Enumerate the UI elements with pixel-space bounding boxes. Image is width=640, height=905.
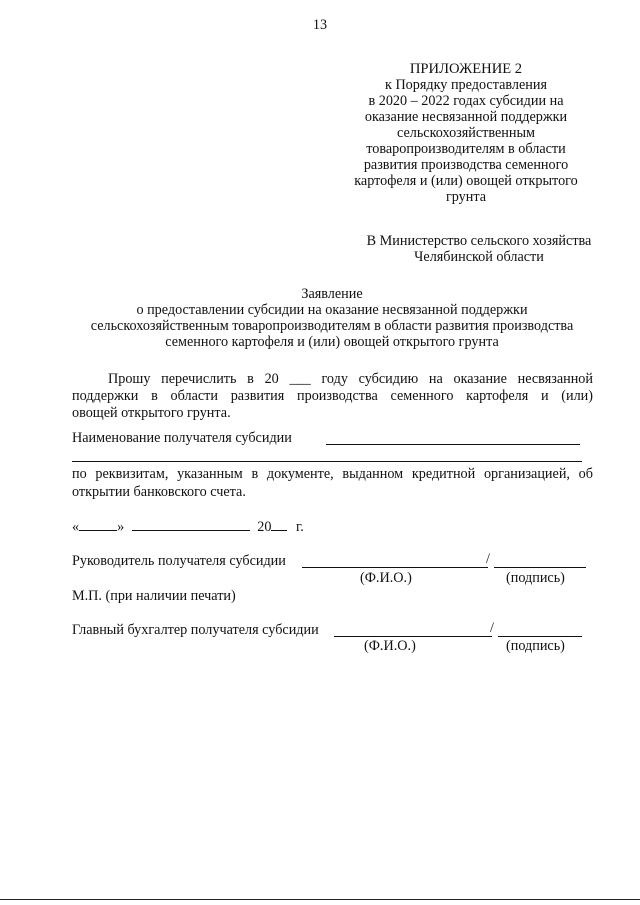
statement-subtitle-line: сельскохозяйственным товаропроизводителям в области развития производства — [90, 318, 574, 334]
head-slash: / — [486, 551, 490, 567]
accountant-signature-caption: (подпись) — [506, 638, 565, 654]
head-fio-field[interactable] — [302, 567, 488, 568]
appendix-title: ПРИЛОЖЕНИЕ 2 — [409, 61, 523, 77]
bank-details-line: открытии банковского счета. — [72, 484, 246, 500]
head-signature-field[interactable] — [494, 567, 586, 568]
accountant-fio-field[interactable] — [334, 636, 492, 637]
head-fio-caption: (Ф.И.О.) — [360, 570, 412, 586]
appendix-line: развития производства семенного — [363, 157, 569, 173]
appendix-line: картофеля и (или) овощей открытого — [354, 173, 578, 189]
recipient-name-label: Наименование получателя субсидии — [72, 430, 292, 446]
appendix-block — [318, 61, 614, 205]
addressee-line: В Министерство сельского хозяйства — [366, 233, 592, 249]
request-paragraph — [72, 371, 593, 422]
recipient-name-field[interactable] — [326, 444, 580, 445]
accountant-slash: / — [490, 620, 494, 636]
date-open-quote: « — [72, 519, 80, 535]
date-year-field[interactable] — [271, 518, 287, 531]
bank-details-line: по реквизитам, указанным в документе, выданном кредитной организацией, об — [72, 466, 593, 482]
appendix-line: товаропроизводителям в области — [366, 141, 566, 157]
bank-details-paragraph — [72, 465, 593, 501]
appendix-line: сельскохозяйственным — [396, 125, 535, 141]
statement-heading — [60, 286, 604, 350]
appendix-line: к Порядку предоставления — [385, 77, 547, 93]
date-row — [72, 518, 304, 535]
statement-title: Заявление — [301, 286, 363, 302]
addressee-line: Челябинской области — [414, 249, 544, 265]
accountant-signature-field[interactable] — [498, 636, 582, 637]
appendix-line: в 2020 – 2022 годах субсидии на — [368, 93, 564, 109]
recipient-name-field-continued[interactable] — [72, 461, 582, 462]
addressee-block — [318, 233, 640, 265]
date-month-field[interactable] — [132, 518, 250, 531]
stamp-note: М.П. (при наличии печати) — [72, 588, 236, 604]
head-signature-caption: (подпись) — [506, 570, 565, 586]
request-line: Прошу перечислить в 20 ___ году субсидию на оказание несвязанной — [108, 371, 593, 387]
date-close-quote: » — [117, 519, 125, 535]
head-label: Руководитель получателя субсидии — [72, 553, 286, 569]
statement-subtitle-line: семенного картофеля и (или) овощей открытого грунта — [165, 334, 499, 350]
page-bottom-edge — [0, 899, 640, 900]
appendix-line: грунта — [445, 189, 487, 205]
date-year-prefix: 20 — [257, 519, 272, 535]
page-number: 13 — [312, 17, 328, 33]
date-day-field[interactable] — [79, 518, 117, 531]
date-year-suffix: г. — [296, 519, 304, 535]
request-line: овощей открытого грунта. — [72, 405, 231, 421]
request-line: поддержки в области развития производства семенного картофеля и (или) — [72, 388, 593, 404]
statement-subtitle-line: о предоставлении субсидии на оказание несвязанной поддержки — [136, 302, 528, 318]
appendix-line: оказание несвязанной поддержки — [364, 109, 568, 125]
accountant-fio-caption: (Ф.И.О.) — [364, 638, 416, 654]
accountant-label: Главный бухгалтер получателя субсидии — [72, 622, 319, 638]
